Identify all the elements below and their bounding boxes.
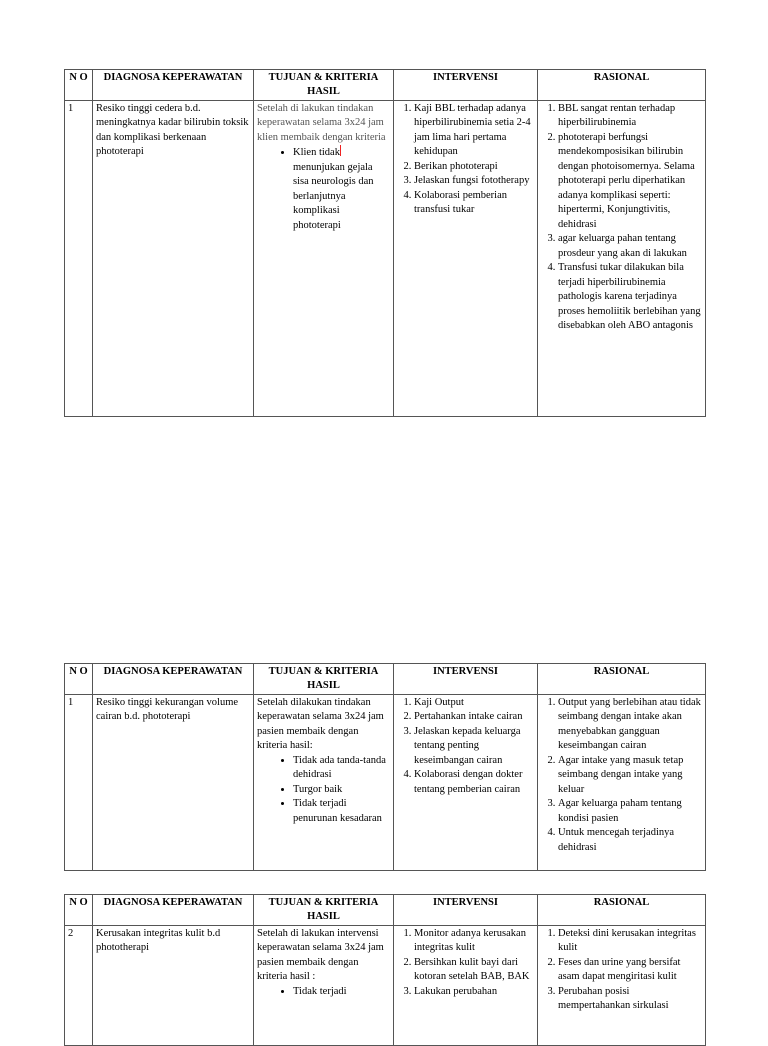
diagnosis-text: Resiko tinggi cedera b.d. meningkatnya kadar bilirubin toksik dan komplikasi berkenaan phototerapi: [93, 100, 254, 416]
goal-cell: [254, 100, 394, 416]
criteria-list: [257, 145, 390, 233]
intervention-cell: [394, 100, 538, 416]
care-plan-table-3: [64, 894, 706, 1046]
list-item: 3. Lakukan perubahan: [414, 985, 534, 999]
header-diagnosa: DIAGNOSA KEPERAWATAN: [93, 664, 254, 695]
rationale-list: [541, 696, 702, 855]
text-cursor: [340, 145, 341, 156]
goal-cell: [254, 925, 394, 1045]
criteria-item: • Tidak ada tanda-tanda dehidrasi: [293, 754, 390, 783]
intervention-list: [397, 927, 534, 999]
header-intervensi: INTERVENSI: [394, 70, 538, 101]
list-item: 3. Jelaskan kepada keluarga tentang penting keseimbangan cairan: [414, 725, 534, 768]
list-item: 4. Kolaborasi pemberian transfusi tukar: [414, 189, 534, 218]
rationale-list: [541, 102, 702, 334]
criteria-item: • Tidak terjadi penurunan kesadaran: [293, 797, 390, 826]
list-item: 1. Kaji Output: [414, 696, 534, 710]
list-item: 3. Perubahan posisi mempertahankan sirkulasi: [558, 985, 702, 1014]
list-item: 4. Transfusi tukar dilakukan bila terjadi hiperbilirubinemia pathologis karena terjadinya proses hemoliitik berlebihan yang disebabkan oleh ABO antagonis: [558, 261, 702, 333]
table-header-row: [65, 664, 706, 695]
table-row: [65, 100, 706, 416]
table-header-row: [65, 895, 706, 926]
row-number: 1: [65, 694, 93, 870]
criteria-item: • Turgor baik: [293, 783, 390, 797]
list-item: 2. Feses dan urine yang bersifat asam dapat mengiritasi kulit: [558, 956, 702, 985]
intervention-list: [397, 696, 534, 797]
list-item: 2. Agar intake yang masuk tetap seimbang dengan intake yang keluar: [558, 754, 702, 797]
list-item: 1. BBL sangat rentan terhadap hiperbilirubinemia: [558, 102, 702, 131]
intervention-list: [397, 102, 534, 218]
goal-cell: [254, 694, 394, 870]
header-rasional: RASIONAL: [538, 664, 706, 695]
rationale-cell: [538, 100, 706, 416]
rationale-list: [541, 927, 702, 1014]
list-item: 2. Pertahankan intake cairan: [414, 710, 534, 724]
header-intervensi: INTERVENSI: [394, 895, 538, 926]
list-item: 4. Kolaborasi dengan dokter tentang pemberian cairan: [414, 768, 534, 797]
row-number: 2: [65, 925, 93, 1045]
list-item: 1. Output yang berlebihan atau tidak seimbang dengan intake akan menyebabkan gangguan keseimbangan cairan: [558, 696, 702, 754]
list-item: 3. Agar keluarga paham tentang kondisi pasien: [558, 797, 702, 826]
criteria-list: [257, 985, 390, 999]
list-item: 2. Berikan phototerapi: [414, 160, 534, 174]
header-rasional: RASIONAL: [538, 70, 706, 101]
intervention-cell: [394, 694, 538, 870]
list-item: 1. Kaji BBL terhadap adanya hiperbilirubinemia setia 2-4 jam lima hari pertama kehidupan: [414, 102, 534, 160]
table-header-row: [65, 70, 706, 101]
goal-intro: Setelah dilakukan tindakan keperawatan selama 3x24 jam pasien membaik dengan kriteria hasil:: [257, 696, 384, 752]
list-item: 2. Bersihkan kulit bayi dari kotoran setelah BAB, BAK: [414, 956, 534, 985]
header-rasional: RASIONAL: [538, 895, 706, 926]
rationale-cell: [538, 694, 706, 870]
criteria-item: • Tidak terjadi: [293, 985, 390, 999]
list-item: 4. Untuk mencegah terjadinya dehidrasi: [558, 826, 702, 855]
list-item: 1. Monitor adanya kerusakan integritas kulit: [414, 927, 534, 956]
header-tujuan: TUJUAN & KRITERIA HASIL: [254, 664, 394, 695]
row-number: 1: [65, 100, 93, 416]
goal-intro: Setelah di lakukan tindakan keperawatan selama 3x24 jam klien membaik dengan kriteria: [257, 102, 386, 143]
diagnosis-text: Resiko tinggi kekurangan volume cairan b.d. phototerapi: [93, 694, 254, 870]
list-item: 3. agar keluarga pahan tentang prosdeur yang akan di lakukan: [558, 232, 702, 261]
list-item: 2. phototerapi berfungsi mendekomposisikan bilirubin dengan photoisomernya. Selama phototerapi perlu diperhatikan adanya komplikasi seperti: hipertermi, Konjungtivitis, dehidrasi: [558, 131, 702, 232]
care-plan-table-2: [64, 663, 706, 871]
header-diagnosa: DIAGNOSA KEPERAWATAN: [93, 70, 254, 101]
header-tujuan: TUJUAN & KRITERIA HASIL: [254, 895, 394, 926]
table-row: [65, 925, 706, 1045]
header-intervensi: INTERVENSI: [394, 664, 538, 695]
header-tujuan: TUJUAN & KRITERIA HASIL: [254, 70, 394, 101]
header-no: N O: [65, 70, 93, 101]
list-item: 3. Jelaskan fungsi fototherapy: [414, 174, 534, 188]
header-no: N O: [65, 664, 93, 695]
care-plan-table-1: [64, 69, 706, 417]
header-no: N O: [65, 895, 93, 926]
header-diagnosa: DIAGNOSA KEPERAWATAN: [93, 895, 254, 926]
table-row: [65, 694, 706, 870]
rationale-cell: [538, 925, 706, 1045]
list-item: 1. Deteksi dini kerusakan integritas kulit: [558, 927, 702, 956]
criteria-list: [257, 754, 390, 826]
diagnosis-text: Kerusakan integritas kulit b.d phototherapi: [93, 925, 254, 1045]
criteria-item: • Klien tidak menunjukan gejala sisa neurologis dan berlanjutnya komplikasi phototerapi: [293, 145, 390, 233]
goal-intro: Setelah di lakukan intervensi keperawatan selama 3x24 jam pasien membaik dengan kriteria hasil :: [257, 927, 384, 983]
intervention-cell: [394, 925, 538, 1045]
